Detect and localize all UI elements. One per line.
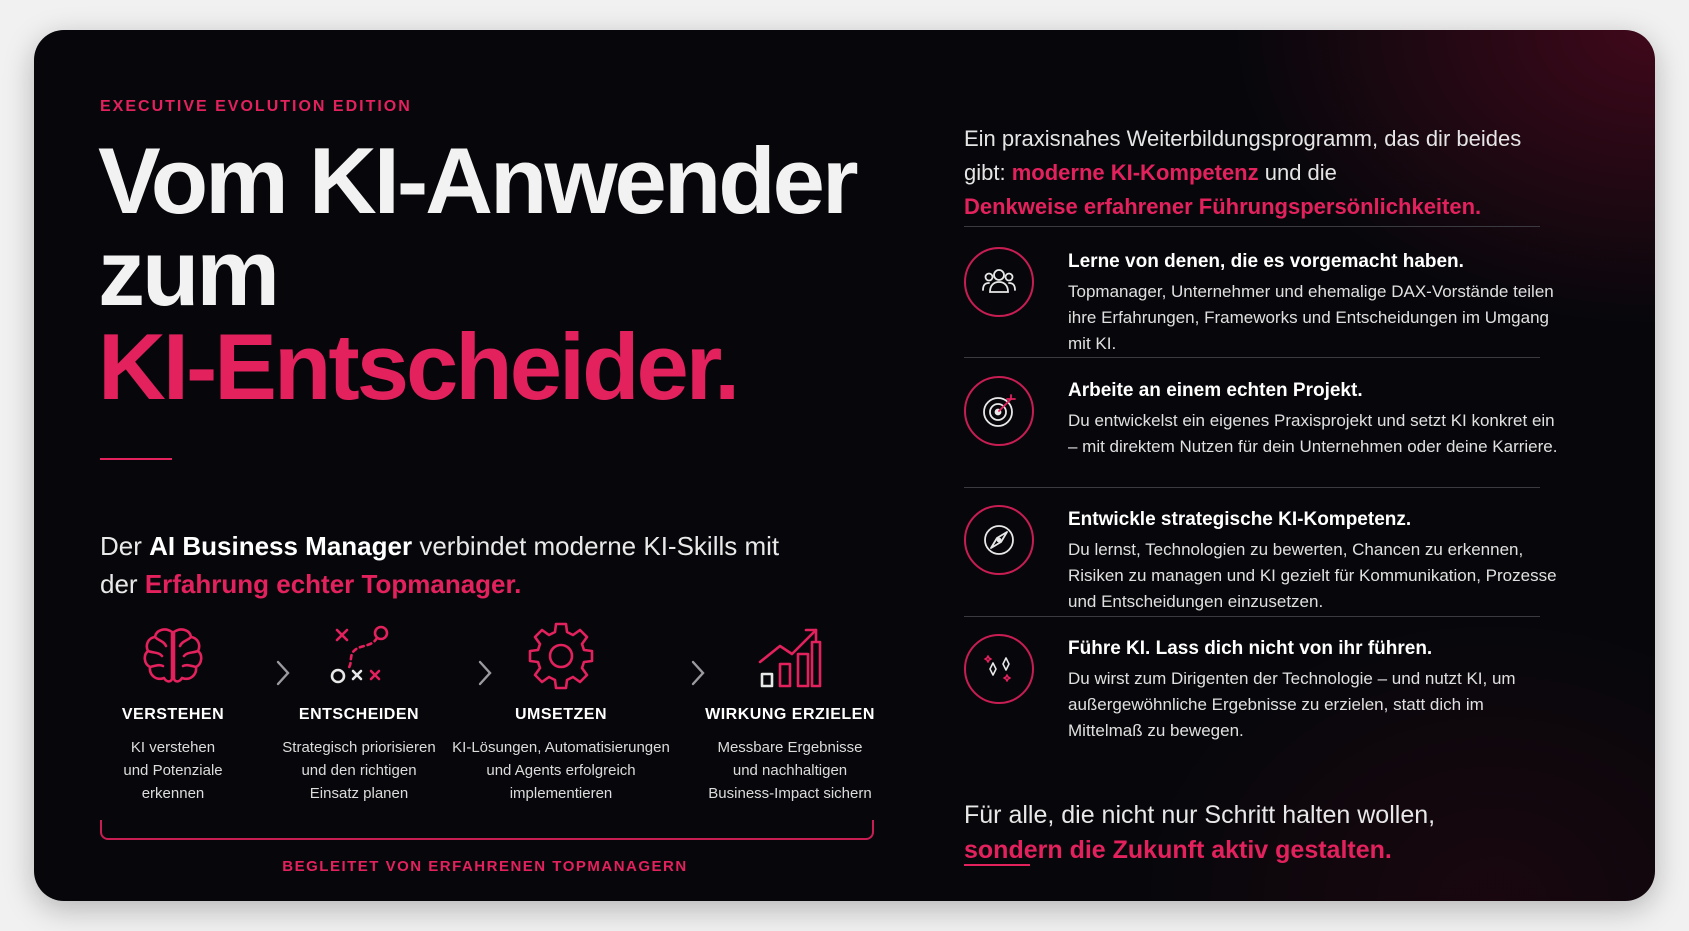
step-description: Strategisch priorisieren und den richtigen Einsatz planen <box>282 739 436 802</box>
headline <box>98 128 858 419</box>
step-description: KI-Lösungen, Automatisierungen und Agents erfolgreich implementieren <box>452 739 670 802</box>
feature-text: Du wirst zum Dirigenten der Technologie – und nutzt KI, um außergewöhnliche Ergebnisse zu erzielen, statt dich im Mittelmaß zu bewegen. <box>1068 669 1516 740</box>
feature-lead-ai <box>964 634 1564 752</box>
closing-text <box>964 798 1564 868</box>
lead-part-2: und die <box>1258 160 1337 185</box>
feature-title: Lerne von denen, die es vorgemacht haben. <box>1068 251 1464 272</box>
steps-bracket <box>100 820 874 840</box>
divider <box>964 357 1540 358</box>
step-implement <box>451 620 671 805</box>
brain-icon <box>137 620 209 692</box>
divider <box>964 226 1540 227</box>
sparkles-icon <box>979 649 1019 689</box>
process-steps <box>100 620 920 820</box>
people-icon <box>979 262 1019 302</box>
step-title: VERSTEHEN <box>121 706 225 723</box>
feature-icon-circle <box>964 505 1034 575</box>
bracket-label: BEGLEITET VON ERFAHRENEN TOPMANAGERN <box>282 858 688 875</box>
intro-product-name: AI Business Manager <box>149 531 413 561</box>
target-icon <box>979 391 1019 431</box>
growth-chart-icon <box>754 620 826 692</box>
headline-divider <box>100 458 172 460</box>
intro-part-2: verbindet moderne KI-Skills mit der <box>100 531 780 599</box>
intro-part-1: Der <box>100 531 150 561</box>
strategy-path-icon <box>323 620 395 692</box>
lead-text <box>964 122 1564 224</box>
compass-icon <box>979 520 1019 560</box>
divider <box>964 616 1540 617</box>
step-title: WIRKUNG ERZIELEN <box>705 706 875 723</box>
step-impact <box>680 620 900 805</box>
feature-icon-circle <box>964 634 1034 704</box>
step-title: UMSETZEN <box>515 706 607 723</box>
feature-strategy <box>964 505 1564 623</box>
lead-part-1: Ein praxisnahes Weiterbildungsprogramm, das dir beides gibt: <box>964 126 1522 185</box>
step-title: ENTSCHEIDEN <box>298 706 420 723</box>
feature-learn <box>964 247 1564 365</box>
gear-icon <box>525 620 597 692</box>
hero-card <box>34 30 1655 901</box>
closing-highlight: sondern die Zukunft aktiv gestalten. <box>964 836 1392 864</box>
lead-highlight-2: Denkweise erfahrener Führungspersönlichkeiten. <box>964 194 1482 219</box>
feature-text: Topmanager, Unternehmer und ehemalige DAX-Vorstände teilen ihre Erfahrungen, Frameworks und Entscheidungen im Umgang mit KI. <box>1068 282 1554 353</box>
intro-text <box>100 527 800 603</box>
headline-line-2: zum <box>98 220 277 325</box>
lead-highlight-1: moderne KI-Kompetenz <box>1011 160 1259 185</box>
step-description: Messbare Ergebnisse und nachhaltigen Business-Impact sichern <box>708 739 872 802</box>
headline-line-1: Vom KI-Anwender <box>98 128 856 233</box>
closing-line-1: Für alle, die nicht nur Schritt halten wollen, <box>964 801 1436 829</box>
step-decide <box>249 620 469 805</box>
feature-icon-circle <box>964 247 1034 317</box>
closing-divider <box>964 864 1030 866</box>
feature-icon-circle <box>964 376 1034 446</box>
headline-line-3: KI-Entscheider. <box>98 314 738 419</box>
feature-title: Arbeite an einem echten Projekt. <box>1068 380 1363 401</box>
feature-text: Du entwickelst ein eigenes Praxisprojekt und setzt KI konkret ein – mit direktem Nutzen für dein Unternehmen oder deine Karriere. <box>1068 411 1558 456</box>
edition-eyebrow: EXECUTIVE EVOLUTION EDITION <box>100 98 412 115</box>
feature-title: Entwickle strategische KI-Kompetenz. <box>1068 509 1412 530</box>
feature-text: Du lernst, Technologien zu bewerten, Chancen zu erkennen, Risiken zu managen und KI gezielt für Kommunikation, Prozesse und Entscheidungen einzusetzen. <box>1068 540 1557 611</box>
feature-project <box>964 376 1564 494</box>
feature-title: Führe KI. Lass dich nicht von ihr führen. <box>1068 638 1433 659</box>
intro-highlight: Erfahrung echter Topmanager. <box>144 569 522 599</box>
divider <box>964 487 1540 488</box>
step-description: KI verstehen und Potenziale erkennen <box>123 739 223 802</box>
